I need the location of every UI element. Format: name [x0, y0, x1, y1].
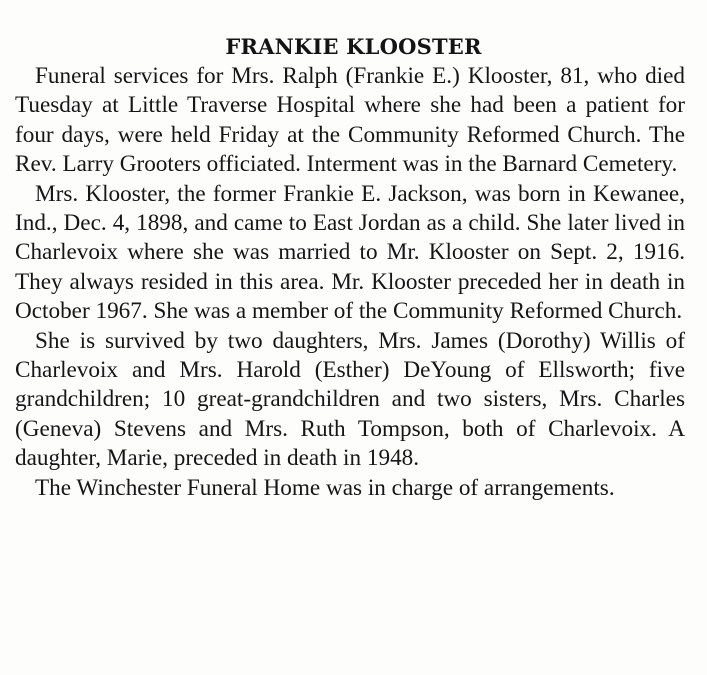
paragraph-arrangements: The Winchester Funeral Home was in charge of arrangements.	[35, 474, 615, 501]
paragraph-services: Funeral services for Mrs. Ralph (Frankie E.) Klooster, 81, who died Tuesday at Little Traverse Hospital where she had been a patient for four days, were held Friday at the Community Reformed Church. The Rev. Larry Grooters officiated. Interment was in the Barnard Cemetery.	[15, 63, 685, 178]
obituary-body	[15, 62, 685, 503]
paragraph-biography: Mrs. Klooster, the former Frankie E. Jackson, was born in Kewanee, Ind., Dec. 4, 1898, and came to East Jordan as a child. She later lived in Charlevoix where she was married to Mr. Klooster on Sept. 2, 1916. They always resided in this area. Mr. Klooster preceded her in death in October 1967. She was a member of the Community Reformed Church.	[15, 180, 685, 325]
paragraph-survivors: She is survived by two daughters, Mrs. James (Dorothy) Willis of Charlevoix and Mrs. Harold (Esther) DeYoung of Ellsworth; five grandchildren; 10 great-grandchildren and two sisters, Mrs. Charles (Geneva) Stevens and Mrs. Ruth Tompson, both of Charlevoix. A daughter, Marie, preceded in death in 1948.	[15, 327, 685, 472]
obituary-title: FRANKIE KLOOSTER	[225, 34, 482, 59]
